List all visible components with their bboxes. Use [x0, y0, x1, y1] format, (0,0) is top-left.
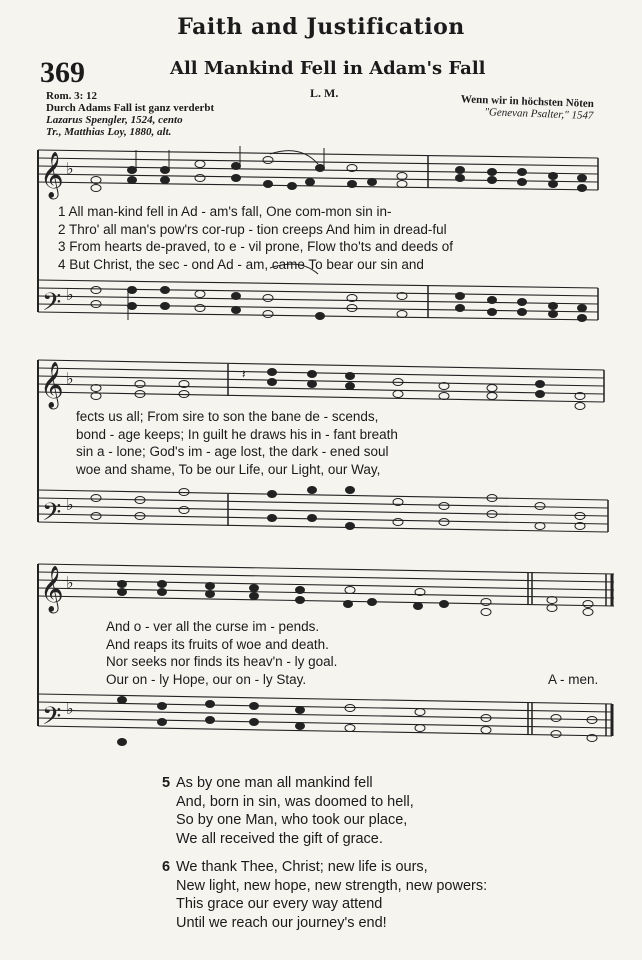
svg-text:𝄞: 𝄞 [40, 152, 64, 198]
svg-text:♭: ♭ [66, 369, 74, 388]
stanza-6 [162, 858, 487, 932]
additional-stanzas [162, 774, 487, 942]
svg-text:𝄞: 𝄞 [40, 566, 64, 612]
author-credit: Lazarus Spengler, 1524, cento [46, 114, 183, 126]
stanza-line: As by one man all mankind fell [176, 775, 373, 791]
hymn-title: All Mankind Fell in Adam's Fall [170, 58, 486, 79]
tune-name: Wenn wir in höchsten Nöten [460, 93, 594, 110]
svg-text:♭: ♭ [66, 285, 74, 304]
lyrics-system-3 [106, 618, 337, 688]
stanza-line: New light, new hope, new strength, new powers: [176, 877, 488, 894]
stanza-number: 5 [162, 775, 171, 791]
hymn-meter: L. M. [310, 86, 339, 100]
lyric-line: And reaps its fruits of woe and death. [106, 636, 329, 652]
lyric-line: 4 But Christ, the sec - ond Ad - am, came To bear our sin and [58, 256, 424, 272]
lyric-line: woe and shame, To be our Life, our Light, our Way, [76, 461, 381, 477]
stanza-line: We all received the gift of grace. [176, 830, 383, 847]
lyric-line: And o - ver all the curse im - pends. [106, 619, 320, 634]
svg-text:𝄢: 𝄢 [42, 702, 62, 737]
svg-text:𝄢: 𝄢 [42, 498, 62, 533]
svg-text:𝄢: 𝄢 [42, 288, 62, 323]
svg-text:♭: ♭ [66, 495, 74, 514]
lyric-line: sin a - lone; God's im - age lost, the dark - ened soul [76, 444, 389, 460]
svg-text:♭: ♭ [66, 573, 74, 592]
stanza-line: So by one Man, who took our place, [176, 812, 408, 828]
svg-text:♭: ♭ [66, 159, 74, 178]
lyric-line: bond - age keeps; In guilt he draws his in - fant breath [76, 426, 398, 442]
stanza-number: 6 [162, 859, 171, 875]
section-title: Faith and Justification [177, 14, 465, 40]
credits-right [460, 93, 594, 122]
lyric-line: Nor seeks nor finds its heav'n - ly goal. [106, 654, 338, 670]
lyric-line: 2 Thro' all man's pow'rs cor-rup - tion creeps And him in dread-ful [58, 221, 447, 237]
lyric-line: fects us all; From sire to son the bane de - scends, [76, 409, 379, 424]
lyrics-system-1 [58, 203, 453, 273]
translator-credit: Tr., Matthias Loy, 1880, alt. [46, 126, 172, 138]
stanza-line: This grace our every way attend [176, 896, 383, 912]
lyrics-system-2 [76, 408, 398, 478]
german-title: Durch Adams Fall ist ganz verderbt [46, 102, 215, 114]
amen-text: A - men. [548, 672, 599, 687]
credits-left [46, 90, 214, 138]
scripture-reference: Rom. 3: 12 [46, 90, 98, 102]
stanza-5 [162, 774, 487, 848]
stanza-line: And, born in sin, was doomed to hell, [176, 793, 414, 810]
tune-source: "Genevan Psalter," 1547 [484, 106, 594, 122]
lyric-line: 3 From hearts de-praved, to e - vil prone, Flow tho'ts and deeds of [58, 239, 454, 255]
stanza-line: Until we reach our journey's end! [176, 914, 387, 931]
svg-text:𝄽: 𝄽 [242, 367, 246, 381]
hymn-number: 369 [40, 56, 85, 89]
svg-text:𝄞: 𝄞 [40, 362, 64, 408]
svg-text:♭: ♭ [66, 699, 74, 718]
lyric-line: Our on - ly Hope, our on - ly Stay. [106, 671, 307, 687]
stanza-line: We thank Thee, Christ; new life is ours, [176, 859, 428, 875]
lyric-line: 1 All man-kind fell in Ad - am's fall, One com-mon sin in- [58, 204, 392, 219]
